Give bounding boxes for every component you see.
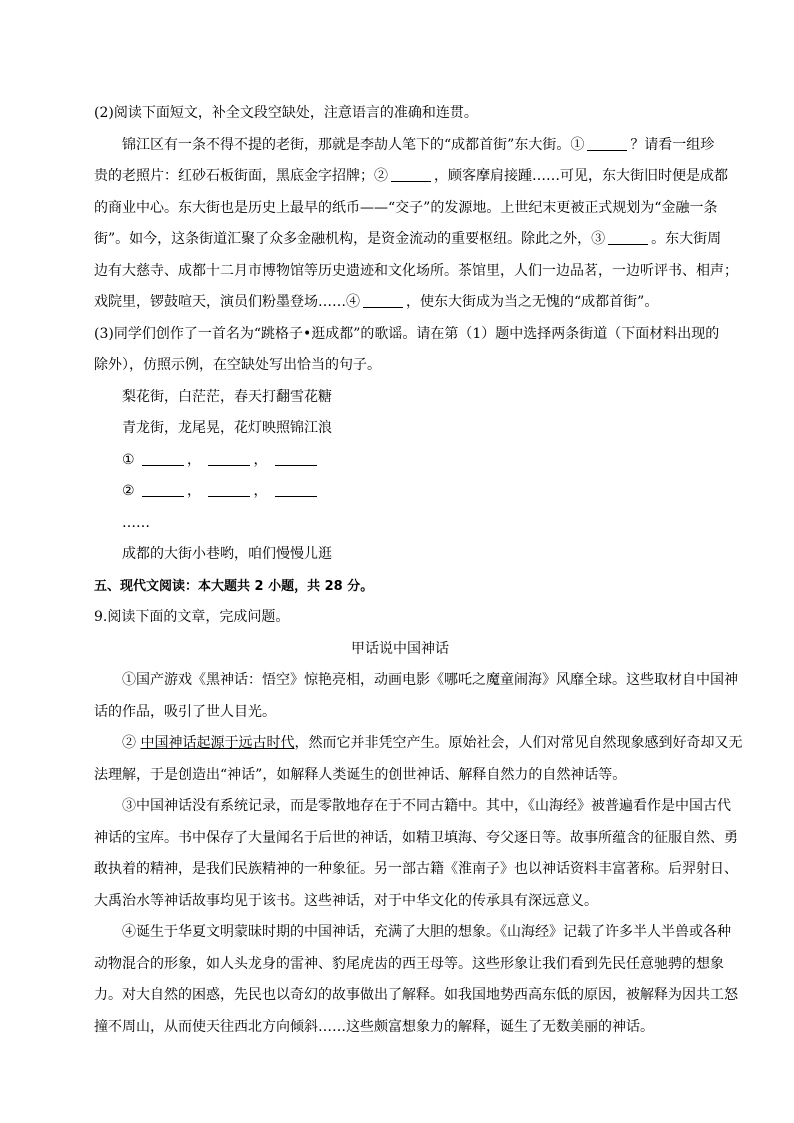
- q2-text-line: 边有大慈寺、成都十二月市博物馆等历史遗迹和文化场所。茶馆里，人们一边品茗，一边听评书、相声；: [94, 262, 738, 279]
- q2-text-line: 街”。如今，这条街道汇聚了众多金融机构，是资金流动的重要枢纽。除此之外，③ 。东大街周: [94, 231, 722, 247]
- q3-prompt: (3)同学们创作了一首名为“跳格子•逛成都”的歌谣。请在第（1）题中选择两条街道（下面材料出现的: [94, 325, 720, 342]
- section-5-heading: 五、现代文阅读：本大题共 2 小题，共 28 分。: [94, 578, 374, 594]
- q3-answer-row-2: ② ， ，: [94, 476, 706, 508]
- blank-1[interactable]: [587, 136, 627, 151]
- answer-blank[interactable]: [275, 451, 317, 466]
- q3-example-1: 梨花街，白茫茫，春天打翻雪花糖: [122, 388, 332, 405]
- answer-blank[interactable]: [275, 482, 317, 497]
- blank-4[interactable]: [363, 293, 403, 308]
- article-paragraph-4-cont: 动物混合的形象，如人头龙身的雷神、豹尾虎齿的西王母等。这些形象让我们看到先民任意驰骋的想象: [94, 955, 724, 972]
- blank-3[interactable]: [608, 230, 648, 245]
- article-paragraph-1-cont: 话的作品，吸引了世人目光。: [94, 703, 276, 720]
- article-paragraph-3-cont: 大禹治水等神话故事均见于该书。这些神话，对于中华文化的传承具有深远意义。: [94, 892, 598, 909]
- article-paragraph-4-cont: 撞不周山，从而使天往西北方向倾斜……这些颇富想象力的解释，诞生了无数美丽的神话。: [94, 1018, 654, 1035]
- article-paragraph-2: ② 中国神话起源于远古时代，然而它并非凭空产生。原始社会，人们对常见自然现象感到好奇却又无: [122, 735, 743, 751]
- q2-text-line: 戏院里，锣鼓喧天，演员们粉墨登场……④ ，使东大街成为当之无愧的“成都首街”。: [94, 294, 659, 310]
- q2-prompt: (2)阅读下面短文，补全文段空缺处，注意语言的准确和连贯。: [94, 105, 478, 121]
- article-paragraph-4-cont: 力。对大自然的困惑，先民也以奇幻的故事做出了解释。如我国地势西高东低的原因，被解释为因共工怒: [94, 987, 738, 1003]
- article-paragraph-2-cont: 法理解，于是创造出“神话”，如解释人类诞生的创世神话、解释自然力的自然神话等。: [94, 766, 627, 783]
- q9-prompt: 9.阅读下面的文章，完成问题。: [94, 609, 290, 625]
- answer-blank[interactable]: [142, 482, 184, 497]
- q2-text-line: 的商业中心。东大街也是历史上最早的纸币——“交子”的发源地。上世纪末更被正式规划为“金融一条: [94, 199, 718, 216]
- q3-ending: 成都的大街小巷哟，咱们慢慢儿逛: [122, 546, 332, 562]
- underlined-sentence: 中国神话起源于远古时代: [140, 735, 295, 751]
- q3-example-2: 青龙街，龙尾晃，花灯映照锦江浪: [122, 420, 332, 436]
- q3-ellipsis: ……: [122, 514, 150, 531]
- q2-text-line: 贵的老照片：红砂石板街面，黑底金字招牌；② ，顾客摩肩接踵……可见，东大街旧时便是成都: [94, 168, 728, 184]
- document-content: [94, 98, 743, 1043]
- article-paragraph-3-cont: 神话的宝库。书中保存了大量闻名于后世的神话，如精卫填海、夸父逐日等。故事所蕴含的征服自然、勇: [94, 829, 738, 846]
- article-title: 甲话说中国神话: [351, 640, 449, 657]
- article-paragraph-3-cont: 敢执着的精神，是我们民族精神的一种象征。另一部古籍《淮南子》也以神话资料丰富著称。后羿射日、: [94, 861, 738, 877]
- article-paragraph-4: ④诞生于华夏文明蒙昧时期的中国神话，充满了大胆的想象。《山海经》记载了许多半人半兽或各种: [122, 924, 731, 940]
- blank-2[interactable]: [391, 167, 431, 182]
- article-paragraph-3: ③中国神话没有系统记录，而是零散地存在于不同古籍中。其中，《山海经》被普遍看作是中国古代: [122, 798, 731, 814]
- q3-answer-row-1: ① ， ，: [94, 445, 706, 477]
- q2-text-line: 锦江区有一条不得不提的老街，那就是李劼人笔下的“成都首街”东大街。① ？请看一组珍: [122, 136, 715, 153]
- answer-blank[interactable]: [208, 451, 250, 466]
- answer-blank[interactable]: [208, 482, 250, 497]
- q3-prompt-cont: 除外），仿照示例，在空缺处写出恰当的句子。: [94, 357, 381, 373]
- article-paragraph-1: ①国产游戏《黑神话：悟空》惊艳亮相，动画电影《哪吒之魔童闹海》风靡全球。这些取材自中国神: [122, 672, 738, 688]
- answer-blank[interactable]: [142, 451, 184, 466]
